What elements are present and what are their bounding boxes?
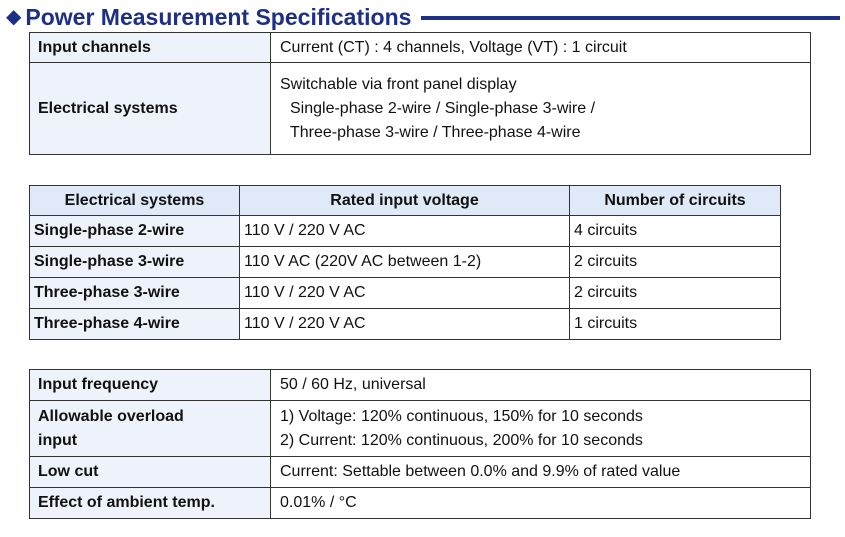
row-value: 50 / 60 Hz, universal — [271, 370, 811, 401]
value-line: Switchable via front panel display — [280, 75, 517, 93]
column-header: Rated input voltage — [240, 186, 570, 216]
row-label: Input frequency — [30, 370, 271, 401]
value-line: 1) Voltage: 120% continuous, 150% for 10 seconds — [280, 407, 643, 425]
table-header-row — [30, 186, 781, 216]
table-row — [30, 309, 781, 340]
input-specs-table — [29, 32, 811, 155]
row-label: Electrical systems — [30, 63, 271, 155]
table-cell: 110 V AC (220V AC between 1-2) — [240, 247, 570, 278]
page-title: Power Measurement Specifications — [25, 3, 412, 30]
table-cell: 110 V / 220 V AC — [240, 309, 570, 340]
value-line: 2) Current: 120% continuous, 200% for 10 seconds — [280, 431, 643, 449]
label-line: input — [38, 431, 78, 449]
table-cell: Single-phase 3-wire — [30, 247, 240, 278]
column-header: Electrical systems — [30, 186, 240, 216]
row-value: Current: Settable between 0.0% and 9.9% of rated value — [271, 457, 811, 488]
table-row — [30, 278, 781, 309]
table-cell: Three-phase 4-wire — [30, 309, 240, 340]
row-label: Low cut — [30, 457, 271, 488]
row-label — [30, 401, 271, 457]
value-line: Single-phase 2-wire / Single-phase 3-wire / — [290, 99, 596, 117]
table-cell: Three-phase 3-wire — [30, 278, 240, 309]
row-value — [271, 401, 811, 457]
table-cell: 110 V / 220 V AC — [240, 216, 570, 247]
table-row — [30, 401, 811, 457]
row-value — [271, 63, 811, 155]
table-row — [30, 33, 811, 63]
table-row — [30, 216, 781, 247]
measurement-specs-table — [29, 369, 811, 519]
table-row — [30, 63, 811, 155]
table-cell: 4 circuits — [570, 216, 781, 247]
column-header: Number of circuits — [570, 186, 781, 216]
table-row — [30, 457, 811, 488]
row-value: 0.01% / °C — [271, 488, 811, 519]
row-label: Effect of ambient temp. — [30, 488, 271, 519]
table-row — [30, 247, 781, 278]
table-cell: Single-phase 2-wire — [30, 216, 240, 247]
table-row — [30, 370, 811, 401]
diamond-bullet-icon: ◆ — [6, 6, 22, 28]
row-value: Current (CT) : 4 channels, Voltage (VT) : 1 circuit — [271, 33, 811, 63]
section-header — [6, 2, 840, 32]
row-label: Input channels — [30, 33, 271, 63]
table-row — [30, 488, 811, 519]
table-cell: 1 circuits — [570, 309, 781, 340]
table-cell: 2 circuits — [570, 247, 781, 278]
title-underline-rule — [421, 16, 840, 20]
value-line: Three-phase 3-wire / Three-phase 4-wire — [290, 123, 581, 141]
table-cell: 110 V / 220 V AC — [240, 278, 570, 309]
electrical-systems-table — [29, 185, 781, 340]
label-line: Allowable overload — [38, 407, 184, 425]
table-cell: 2 circuits — [570, 278, 781, 309]
